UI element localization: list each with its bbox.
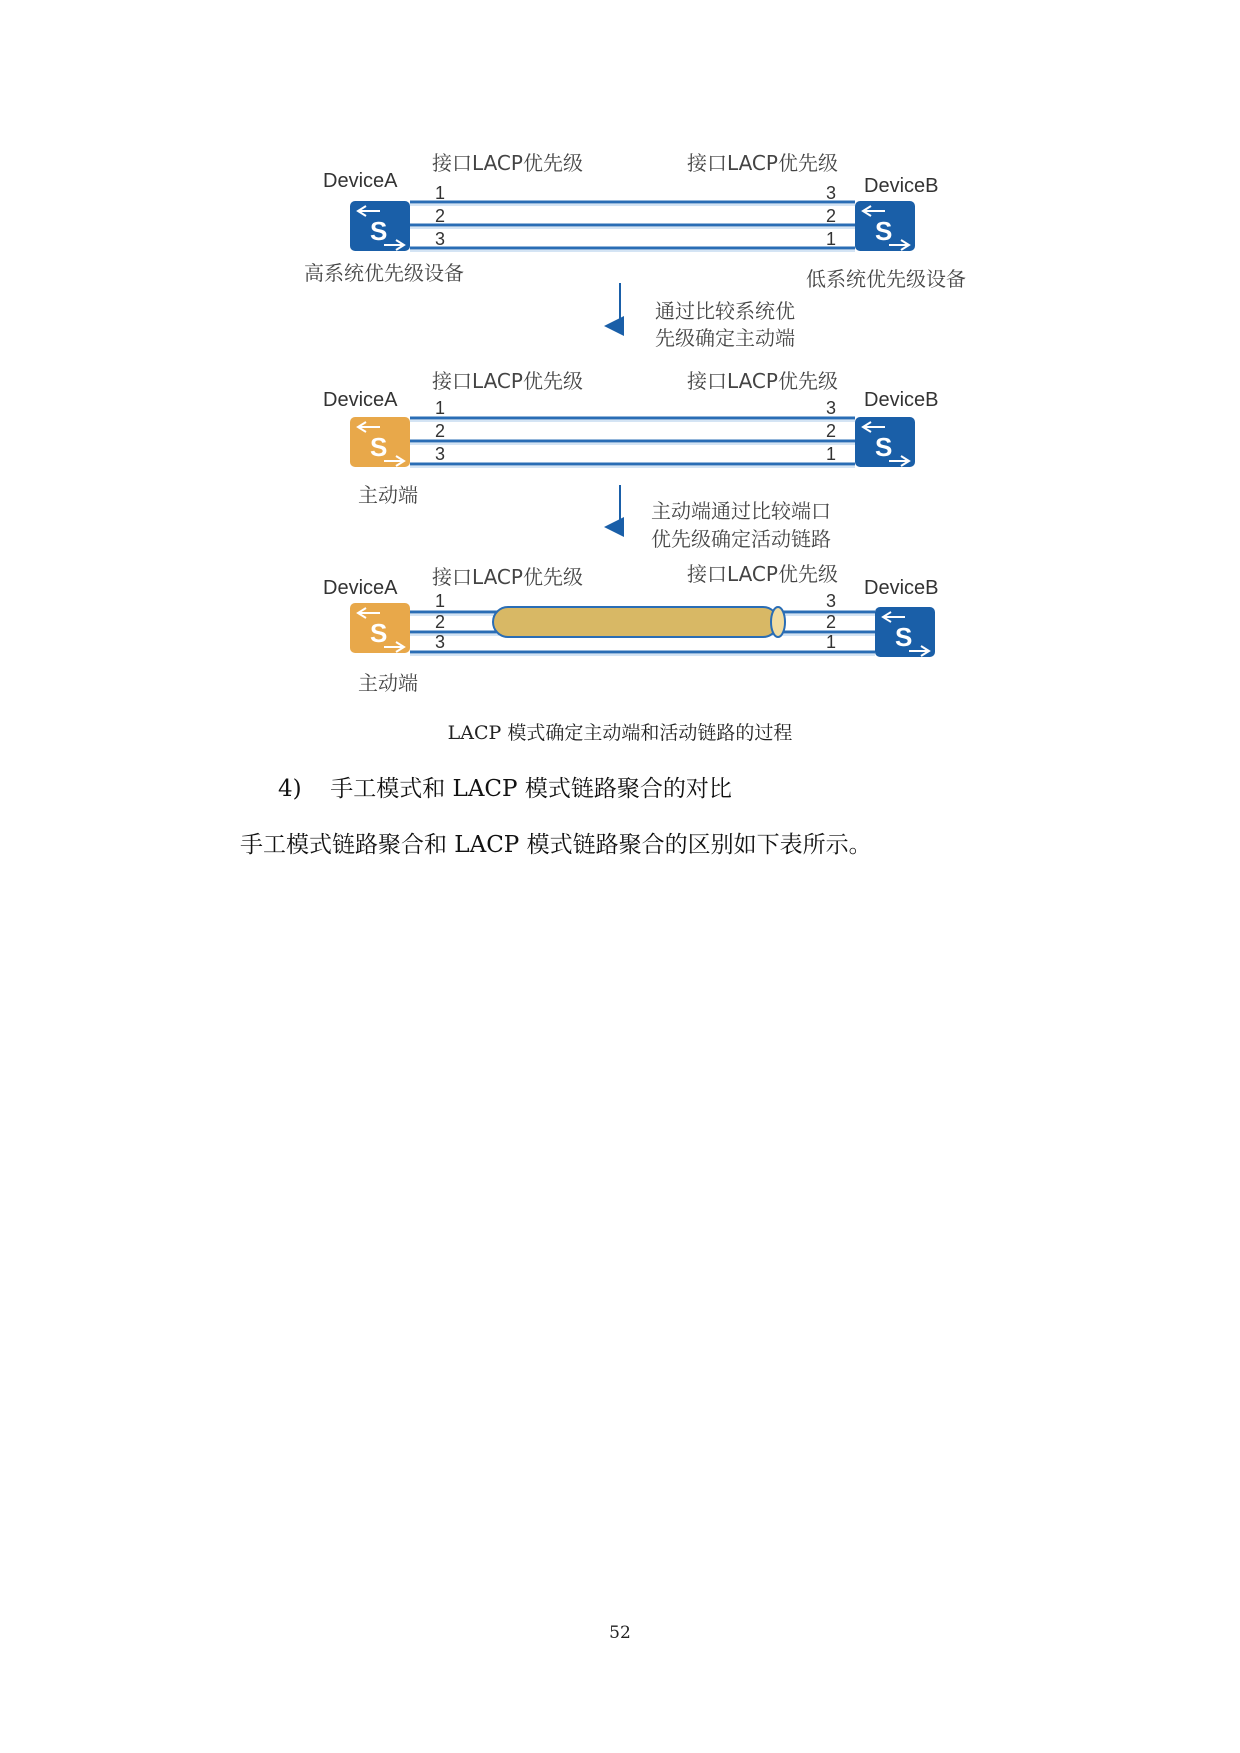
left-port-2: 2 xyxy=(435,421,446,441)
right-port-3: 3 xyxy=(826,398,837,418)
left-port-3: 3 xyxy=(435,444,446,464)
aggregated-link-tube xyxy=(493,607,785,637)
device-a-label: DeviceA xyxy=(323,389,398,411)
svg-text:S: S xyxy=(370,432,388,462)
port-priority-right: 接口LACP优先级 xyxy=(687,369,838,393)
left-port-2: 2 xyxy=(435,206,446,226)
port-priority-left: 接口LACP优先级 xyxy=(432,151,583,175)
switch-icon-device-a-active xyxy=(350,603,410,653)
stage-3 xyxy=(323,562,938,695)
active-end-label: 主动端 xyxy=(358,671,418,695)
left-port-1: 1 xyxy=(435,398,446,418)
right-port-3: 3 xyxy=(826,591,837,611)
left-port-1: 1 xyxy=(435,183,446,203)
device-b-label: DeviceB xyxy=(864,175,939,197)
right-port-1: 1 xyxy=(826,444,837,464)
device-a-label: DeviceA xyxy=(323,577,398,599)
section-number: 4) xyxy=(278,776,302,802)
link-lines-inner xyxy=(410,205,855,251)
section-title: 手工模式和 LACP 模式链路聚合的对比 xyxy=(330,776,732,802)
port-priority-right: 接口LACP优先级 xyxy=(687,151,838,175)
link-lines-inner xyxy=(410,421,855,467)
svg-text:S: S xyxy=(370,618,388,648)
active-end-label: 主动端 xyxy=(358,483,418,507)
device-b-label: DeviceB xyxy=(864,389,939,411)
stage-2 xyxy=(323,369,938,507)
high-priority-device-label: 高系统优先级设备 xyxy=(304,261,464,285)
switch-icon-device-b xyxy=(875,607,935,657)
body-paragraph: 手工模式链路聚合和 LACP 模式链路聚合的区别如下表所示。 xyxy=(240,832,872,858)
svg-text:S: S xyxy=(370,216,388,246)
switch-icon-device-a-active xyxy=(350,417,410,467)
stage-1 xyxy=(304,151,966,291)
low-priority-device-label: 低系统优先级设备 xyxy=(806,267,966,291)
link-lines xyxy=(410,418,855,464)
svg-text:S: S xyxy=(895,622,913,652)
lacp-process-diagram xyxy=(0,0,1240,720)
switch-icon-device-a xyxy=(350,201,410,251)
port-priority-right: 接口LACP优先级 xyxy=(687,562,838,586)
right-port-1: 1 xyxy=(826,229,837,249)
section-heading xyxy=(278,770,732,803)
step-1-line-2: 先级确定主动端 xyxy=(655,326,795,350)
step-2-line-2: 优先级确定活动链路 xyxy=(651,527,831,551)
device-a-label: DeviceA xyxy=(323,170,398,192)
page-number: 52 xyxy=(609,1623,631,1643)
figure-caption: LACP 模式确定主动端和活动链路的过程 xyxy=(447,722,793,744)
step-1-line-1: 通过比较系统优 xyxy=(655,299,795,323)
step-2-line-1: 主动端通过比较端口 xyxy=(651,499,831,523)
right-port-2: 2 xyxy=(826,421,837,441)
right-port-2: 2 xyxy=(826,206,837,226)
svg-text:S: S xyxy=(875,432,893,462)
left-port-3: 3 xyxy=(435,229,446,249)
right-port-3: 3 xyxy=(826,183,837,203)
switch-icon-device-b xyxy=(855,417,915,467)
device-b-label: DeviceB xyxy=(864,577,939,599)
right-port-2: 2 xyxy=(826,612,837,632)
port-priority-left: 接口LACP优先级 xyxy=(432,369,583,393)
left-port-3: 3 xyxy=(435,632,446,652)
switch-icon-device-b xyxy=(855,201,915,251)
port-priority-left: 接口LACP优先级 xyxy=(432,565,583,589)
right-port-1: 1 xyxy=(826,632,837,652)
left-port-1: 1 xyxy=(435,591,446,611)
link-lines xyxy=(410,202,855,248)
svg-text:S: S xyxy=(875,216,893,246)
left-port-2: 2 xyxy=(435,612,446,632)
